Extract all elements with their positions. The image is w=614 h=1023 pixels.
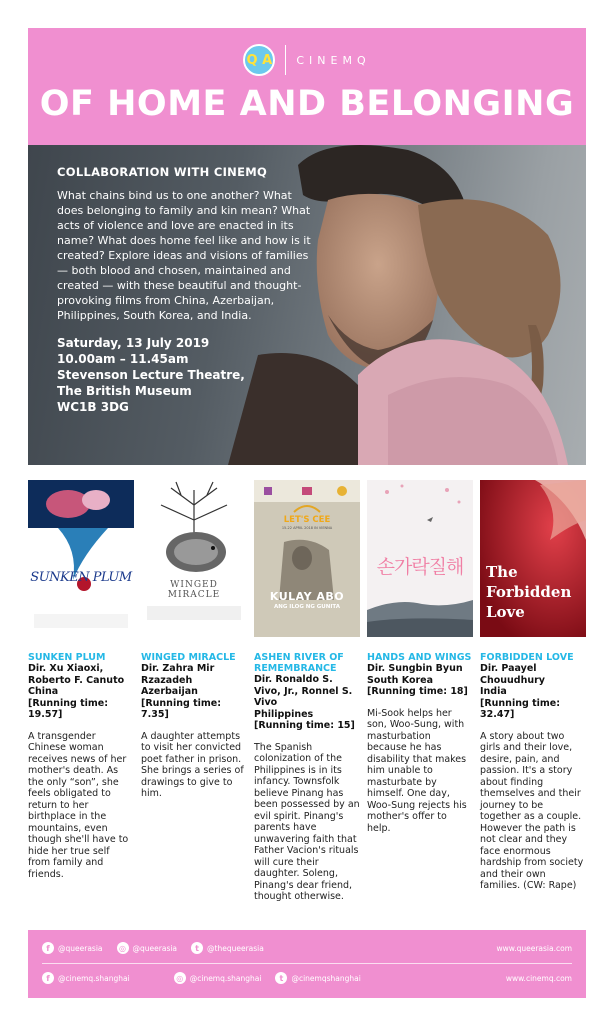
hero-text: [57, 165, 319, 415]
poster-ashen-river-festival-date: 15-22 APRIL 2018 IN VIENNA: [281, 526, 333, 530]
poster-ashen-river-festival: LET'S CEE: [283, 515, 331, 525]
poster-winged-miracle-title-line1: WINGED: [170, 580, 218, 590]
instagram-handle: @cinemq.shanghai: [189, 973, 262, 983]
queerasia-logo: Q A: [243, 44, 275, 76]
film-description: A transgender Chinese woman receives news of her mother's death. As the only “son”, she feels obligated to return to her birthplace in the mountains, even though she'll have to hide her true self from family and friends.: [28, 730, 129, 880]
poster-forbidden-love-title-line3: Love: [486, 603, 525, 621]
event-venue-line1: Stevenson Lecture Theatre,: [57, 368, 245, 382]
film-director: Dir. Zahra Mir Rzazadeh: [141, 663, 215, 686]
film-country: Azerbaijan: [141, 686, 198, 697]
event-time: 10.00am – 11.45am: [57, 352, 189, 366]
social-facebook-queerasia[interactable]: [42, 942, 103, 954]
film-title: WINGED MIRACLE: [141, 652, 236, 663]
film-running-time: [Running time: 32.47]: [480, 697, 561, 720]
poster-forbidden-love-title: [486, 562, 586, 622]
hero-description: What chains bind us to one another? What does belonging to family and kin mean? What acts of violence and love are enacted in its name? What does home feel like and how is it created? Explore ideas and visions of families — both blood and chosen, maintained and created — with these beautiful and thought-provoking films from China, Azerbaijan, Philippines, South Korea, and India.: [57, 189, 311, 322]
poster-forbidden-love: [480, 480, 586, 637]
facebook-icon: f: [42, 972, 54, 984]
film-country: India: [480, 686, 507, 697]
film-card-ashen-river: [254, 480, 360, 903]
website-link-cinemq[interactable]: www.cinemq.com: [505, 973, 572, 983]
event-info: [57, 335, 319, 415]
film-country: Philippines: [254, 708, 314, 720]
film-description: A story about two girls and their love, desire, pain, and passion. It's a story about finding themselves and their journey to be together as a couple. However the path is not clear and they face enormous hardship from society and their own families. (CW: Rape): [480, 730, 584, 891]
hero-section: [28, 145, 586, 465]
poster-winged-miracle-title: [141, 580, 247, 600]
film-title: SUNKEN PLUM: [28, 652, 106, 663]
footer-row-cinemq: [42, 968, 572, 988]
twitter-handle: @thequeerasia: [207, 943, 264, 953]
poster-winged-miracle: [141, 480, 247, 637]
footer-divider: [42, 963, 572, 964]
film-description: Mi-Sook helps her son, Woo-Sung, with masturbation because he has disability that makes him unable to masturbate by himself. One day, Woo-Sung rejects his mother's offer to help.: [367, 707, 467, 834]
instagram-icon: ◎: [174, 972, 186, 984]
cinemq-logo: CINEMQ: [296, 53, 371, 67]
social-facebook-cinemq[interactable]: [42, 972, 130, 984]
collaboration-title: COLLABORATION WITH CINEMQ: [57, 165, 268, 179]
film-running-time: [Running time: 19.57]: [28, 697, 109, 720]
website-link-queerasia[interactable]: www.queerasia.com: [496, 943, 572, 953]
event-date: Saturday, 13 July 2019: [57, 336, 210, 350]
poster-winged-miracle-title-line2: MIRACLE: [167, 590, 221, 600]
logo-divider: [285, 45, 286, 75]
poster-ashen-river: [254, 480, 360, 637]
twitter-icon: t: [191, 942, 203, 954]
social-twitter-queerasia[interactable]: [191, 942, 264, 954]
poster-sunken-plum-title: SUNKEN PLUM: [30, 570, 132, 585]
poster-hands-and-wings-title: 손가락질해: [376, 556, 464, 578]
film-card-winged-miracle: [141, 480, 247, 800]
film-title: FORBIDDEN LOVE: [480, 652, 574, 663]
film-card-forbidden-love: [480, 480, 586, 892]
poster-hands-and-wings: [367, 480, 473, 637]
film-country: China: [28, 686, 59, 697]
film-title: ASHEN RIVER OF REMEMBRANCE: [254, 652, 344, 674]
film-card-sunken-plum: [28, 480, 134, 880]
instagram-handle: @queerasia: [132, 943, 178, 953]
event-postcode: WC1B 3DG: [57, 400, 129, 414]
footer-row-queerasia: [42, 938, 572, 958]
film-running-time: [Running time: 15]: [254, 720, 355, 731]
page-title: OF HOME AND BELONGING: [39, 84, 575, 124]
poster-sunken-plum-art: [28, 480, 134, 637]
twitter-icon: t: [275, 972, 287, 984]
poster-forbidden-love-title-line2: Forbidden: [486, 583, 572, 601]
poster-ashen-river-art: [254, 480, 360, 637]
poster-ashen-river-title-line1: KULAY ABO: [269, 590, 345, 603]
poster-ashen-river-title-line2: ANG ILOG NG GUNITA: [274, 604, 340, 610]
film-country: South Korea: [367, 674, 434, 686]
film-running-time: [Running time: 18]: [367, 686, 468, 697]
poster-winged-miracle-art: [141, 480, 247, 637]
social-instagram-queerasia[interactable]: [117, 942, 178, 954]
poster-forbidden-love-title-line1: The: [486, 563, 518, 581]
film-description: The Spanish colonization of the Philippines is in its infancy. Townsfolk believe Pinang has been possessed by an evil spirit. Pinang's parents have unwavering faith that Father Vacion's rituals will cure their daughter. Soleng, Pinang's dear friend, thought otherwise.: [254, 741, 360, 902]
header-banner: [28, 28, 586, 145]
film-description: A daughter attempts to visit her convicted poet father in prison. She brings a series of drawings to give to him.: [141, 730, 244, 799]
film-card-hands-and-wings: [367, 480, 473, 834]
film-director: Dir. Xu Xiaoxi, Roberto F. Canuto: [28, 663, 125, 686]
film-list: [28, 480, 586, 920]
social-instagram-cinemq[interactable]: [174, 972, 262, 984]
facebook-handle: @queerasia: [58, 943, 103, 953]
film-director: Dir. Sungbin Byun: [367, 663, 463, 674]
facebook-handle: @cinemq.shanghai: [58, 973, 130, 983]
logo-bar: [28, 42, 586, 78]
footer: [28, 930, 586, 998]
film-running-time: [Running time: 7.35]: [141, 697, 222, 720]
poster-sunken-plum: [28, 480, 134, 637]
social-twitter-cinemq[interactable]: [275, 972, 360, 984]
instagram-icon: ◎: [117, 942, 129, 954]
event-venue-line2: The British Museum: [57, 384, 192, 398]
film-title: HANDS AND WINGS: [367, 652, 472, 663]
film-director: Dir. Ronaldo S. Vivo, Jr., Ronnel S. Vivo: [254, 674, 353, 708]
facebook-icon: f: [42, 942, 54, 954]
twitter-handle: @cinemqshanghai: [291, 973, 361, 983]
film-director: Dir. Paayel Chouudhury: [480, 663, 545, 686]
